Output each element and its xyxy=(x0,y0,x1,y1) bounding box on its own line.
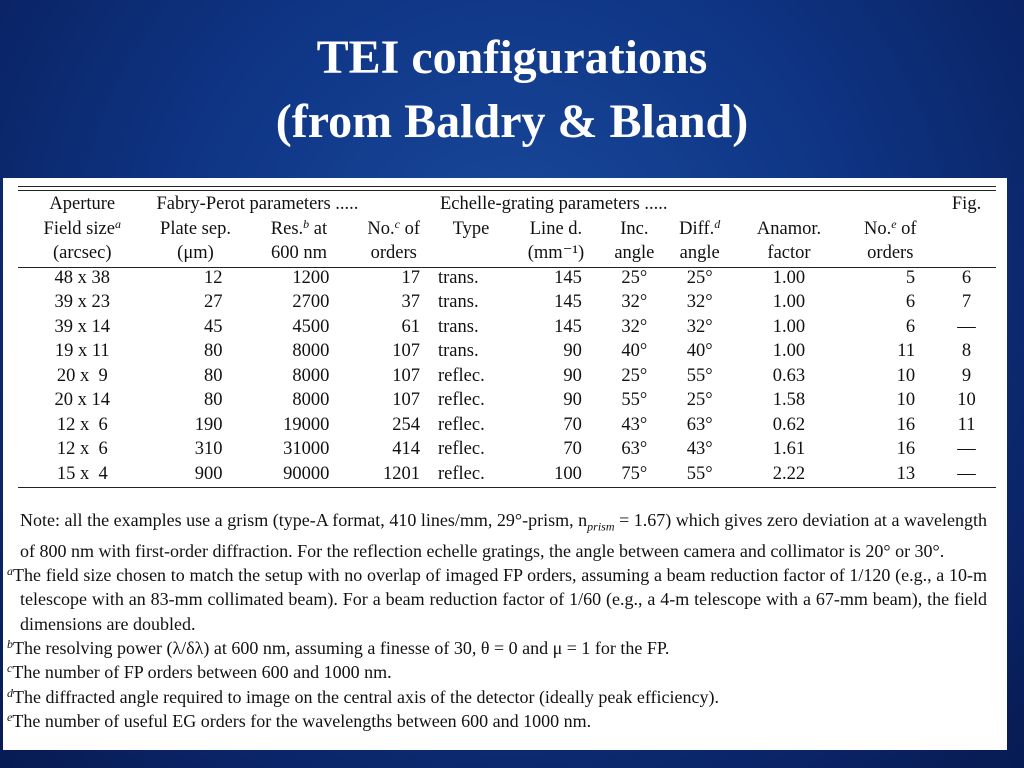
cell-inc-angle: 32° xyxy=(621,316,648,337)
note-paragraph: Note: all the examples use a grism (type-A format, 410 lines/mm, 29°-prism, $n_{prism} = 1.67$) which gives zero deviation at a wavelength of 800 nm with first-order diffraction. For the reflection echelle gratings, the angle between camera and collimator is 20° or 30°. xyxy=(20,510,987,561)
cell-anamor-factor: 1.00 xyxy=(772,316,806,337)
cell-no-fp-orders: 107 xyxy=(392,390,420,410)
cell-no-eg-orders: 10 xyxy=(896,390,916,410)
cell-diff-angle: 25° xyxy=(686,267,713,288)
unit-no-eg: orders xyxy=(867,243,914,263)
col-fig xyxy=(937,217,996,242)
col-type: Type xyxy=(452,218,490,239)
cell-plate-sep: 190 xyxy=(194,414,223,435)
cell-no-eg-orders: 6 xyxy=(905,316,916,337)
slide-title-line-1: TEI configurations xyxy=(316,31,708,84)
aperture-group-header: Aperture xyxy=(49,194,116,214)
cell-no-fp-orders: 17 xyxy=(401,267,420,288)
cell-res: 19000 xyxy=(283,414,330,435)
cell-no-fp-orders: 1201 xyxy=(383,463,420,484)
cell-no-fp-orders: 414 xyxy=(392,439,420,459)
cell-fig: 10 xyxy=(957,390,976,410)
cell-fig: 8 xyxy=(961,341,972,361)
cell-res: 8000 xyxy=(292,365,330,386)
cell-no-eg-orders: 16 xyxy=(896,439,916,459)
cell-anamor-factor: 0.63 xyxy=(772,365,806,386)
cell-no-fp-orders: 107 xyxy=(392,341,420,361)
footnote-c: $^c$The number of FP orders between 600 and 1000 nm. xyxy=(7,661,392,683)
cell-res: 4500 xyxy=(292,316,330,337)
col-res: Res.$^b$ at xyxy=(270,216,328,239)
cell-res: 8000 xyxy=(292,390,330,410)
cell-anamor-factor: 1.61 xyxy=(772,439,806,459)
table-row xyxy=(18,315,996,340)
cell-inc-angle: 25° xyxy=(621,365,648,386)
cell-diff-angle: 55° xyxy=(686,463,713,484)
cell-field-size: 19 x 11 xyxy=(54,341,110,361)
cell-no-fp-orders: 254 xyxy=(392,414,420,435)
cell-no-fp-orders: 107 xyxy=(392,365,420,386)
cell-no-fp-orders: 37 xyxy=(401,292,420,312)
cell-fig: 11 xyxy=(957,414,976,435)
cell-type: trans. xyxy=(438,316,479,337)
cell-fig: 9 xyxy=(961,365,972,386)
fig-group-header: Fig. xyxy=(951,194,982,214)
footnote-e: $^e$The number of useful EG orders for the wavelengths between 600 and 1000 nm. xyxy=(7,709,592,731)
cell-inc-angle: 63° xyxy=(621,439,648,459)
cell-no-eg-orders: 13 xyxy=(896,463,916,484)
cell-type: reflec. xyxy=(438,414,485,435)
cell-type: reflec. xyxy=(438,463,485,484)
table-row xyxy=(18,339,996,364)
cell-plate-sep: 12 xyxy=(204,267,223,288)
cell-field-size: 20 x 9 xyxy=(56,365,108,386)
cell-diff-angle: 32° xyxy=(686,292,713,312)
cell-field-size: 15 x 4 xyxy=(56,463,108,484)
cell-line-d: 90 xyxy=(563,390,582,410)
cell-line-d: 70 xyxy=(563,439,582,459)
cell-inc-angle: 40° xyxy=(621,341,648,361)
eg-group-header: Echelle-grating parameters ..... xyxy=(440,194,668,214)
cell-line-d: 145 xyxy=(554,267,582,288)
cell-plate-sep: 45 xyxy=(204,316,223,337)
cell-anamor-factor: 1.00 xyxy=(772,267,806,288)
unit-diff: angle xyxy=(679,243,720,263)
column-unit-row xyxy=(18,241,996,266)
table-row xyxy=(18,462,996,487)
unit-anamor: factor xyxy=(767,243,811,263)
cell-field-size: 12 x 6 xyxy=(56,439,108,459)
cell-plate-sep: 900 xyxy=(194,463,223,484)
cell-anamor-factor: 2.22 xyxy=(772,463,806,484)
cell-no-eg-orders: 6 xyxy=(905,292,916,312)
cell-line-d: 90 xyxy=(563,341,582,361)
cell-no-eg-orders: 16 xyxy=(896,414,916,435)
col-field-size: Field size$^a$ xyxy=(43,216,121,239)
cell-fig: — xyxy=(957,439,976,459)
cell-field-size: 39 x 23 xyxy=(54,292,110,312)
cell-field-size: 48 x 38 xyxy=(54,267,110,288)
cell-plate-sep: 80 xyxy=(204,390,223,410)
cell-res: 8000 xyxy=(292,341,330,361)
cell-plate-sep: 80 xyxy=(204,341,223,361)
unit-plate-sep: (μm) xyxy=(177,243,214,263)
notes-block xyxy=(7,508,987,733)
col-no-fp: No.$^c$ of xyxy=(367,216,420,239)
column-header-row xyxy=(18,217,996,242)
cell-anamor-factor: 1.00 xyxy=(772,341,806,361)
col-diff: Diff.$^d$ xyxy=(679,216,721,239)
cell-fig: — xyxy=(957,463,976,484)
cell-type: trans. xyxy=(438,267,479,288)
cell-diff-angle: 40° xyxy=(686,341,713,361)
table-row xyxy=(18,388,996,413)
cell-type: trans. xyxy=(438,292,479,312)
unit-no-fp: orders xyxy=(370,243,417,263)
col-inc: Inc. xyxy=(620,218,649,239)
col-no-eg: No.$^e$ of xyxy=(863,216,917,239)
top-rule-1 xyxy=(18,186,996,187)
cell-res: 1200 xyxy=(292,267,330,288)
cell-inc-angle: 43° xyxy=(621,414,648,435)
cell-plate-sep: 80 xyxy=(204,365,223,386)
cell-fig: — xyxy=(957,316,976,337)
slide-title-line-2: (from Baldry & Bland) xyxy=(275,95,749,148)
cell-no-fp-orders: 61 xyxy=(401,316,420,337)
cell-diff-angle: 25° xyxy=(686,390,713,410)
table-body xyxy=(18,266,996,487)
fp-group-header: Fabry-Perot parameters ..... xyxy=(156,194,359,214)
cell-inc-angle: 25° xyxy=(621,267,648,288)
cell-no-eg-orders: 11 xyxy=(897,341,916,361)
cell-plate-sep: 27 xyxy=(204,292,223,312)
slide-title xyxy=(0,26,1024,154)
cell-line-d: 145 xyxy=(554,292,582,312)
cell-res: 2700 xyxy=(292,292,330,312)
cell-plate-sep: 310 xyxy=(194,439,223,459)
cell-no-eg-orders: 5 xyxy=(905,267,916,288)
top-rule-2 xyxy=(18,190,996,191)
cell-res: 31000 xyxy=(283,439,330,459)
cell-diff-angle: 55° xyxy=(686,365,713,386)
group-header-row xyxy=(18,192,996,217)
cell-res: 90000 xyxy=(283,463,330,484)
unit-inc: angle xyxy=(614,243,655,263)
cell-inc-angle: 32° xyxy=(621,292,648,312)
cell-line-d: 100 xyxy=(554,463,582,484)
cell-field-size: 20 x 14 xyxy=(54,390,110,410)
cell-line-d: 70 xyxy=(563,414,582,435)
col-anamor: Anamor. xyxy=(756,218,822,239)
cell-no-eg-orders: 10 xyxy=(896,365,916,386)
unit-res: 600 nm xyxy=(270,243,327,263)
cell-inc-angle: 75° xyxy=(621,463,648,484)
cell-line-d: 90 xyxy=(563,365,582,386)
cell-diff-angle: 63° xyxy=(686,414,713,435)
footnote-d: $^d$The diffracted angle required to image on the central axis of the detector (ideally peak efficiency). xyxy=(7,685,720,707)
cell-type: reflec. xyxy=(438,365,485,386)
cell-anamor-factor: 1.00 xyxy=(772,292,806,312)
cell-diff-angle: 32° xyxy=(686,316,713,337)
unit-line-d: (mm⁻¹) xyxy=(527,243,585,263)
table-row xyxy=(18,290,996,315)
cell-field-size: 39 x 14 xyxy=(54,316,110,337)
header-rule xyxy=(18,267,996,268)
cell-type: trans. xyxy=(438,341,479,361)
bottom-rule xyxy=(18,487,996,488)
col-line-d: Line d. xyxy=(529,218,583,239)
footnote-a: $^a$The field size chosen to match the setup with no overlap of imaged FP orders, assuming a beam reduction factor of 1/120 (e.g., a 10-m telescope with an 83-mm collimated beam). For a beam reduction factor of 1/60 (e.g., a 4-m telescope with a 67-mm beam), the field dimensions are doubled. xyxy=(7,564,987,634)
cell-field-size: 12 x 6 xyxy=(56,414,108,435)
cell-anamor-factor: 0.62 xyxy=(772,414,806,435)
cell-fig: 6 xyxy=(961,267,972,288)
table-panel xyxy=(3,178,1007,750)
cell-diff-angle: 43° xyxy=(686,439,713,459)
cell-line-d: 145 xyxy=(554,316,582,337)
cell-type: reflec. xyxy=(438,390,485,410)
unit-type xyxy=(434,241,508,266)
cell-type: reflec. xyxy=(438,439,485,459)
table-row xyxy=(18,413,996,438)
unit-fig xyxy=(937,241,996,266)
table-row xyxy=(18,437,996,462)
cell-anamor-factor: 1.58 xyxy=(772,390,806,410)
unit-field-size: (arcsec) xyxy=(52,243,112,263)
cell-fig: 7 xyxy=(961,292,972,312)
cell-inc-angle: 55° xyxy=(621,390,648,410)
col-plate-sep: Plate sep. xyxy=(160,218,231,239)
table-row xyxy=(18,364,996,389)
configurations-table xyxy=(18,192,996,486)
table-row xyxy=(18,266,996,291)
footnote-b: $^b$The resolving power (λ/δλ) at 600 nm, assuming a finesse of 30, θ = 0 and μ = 1 for the FP. xyxy=(7,637,670,659)
